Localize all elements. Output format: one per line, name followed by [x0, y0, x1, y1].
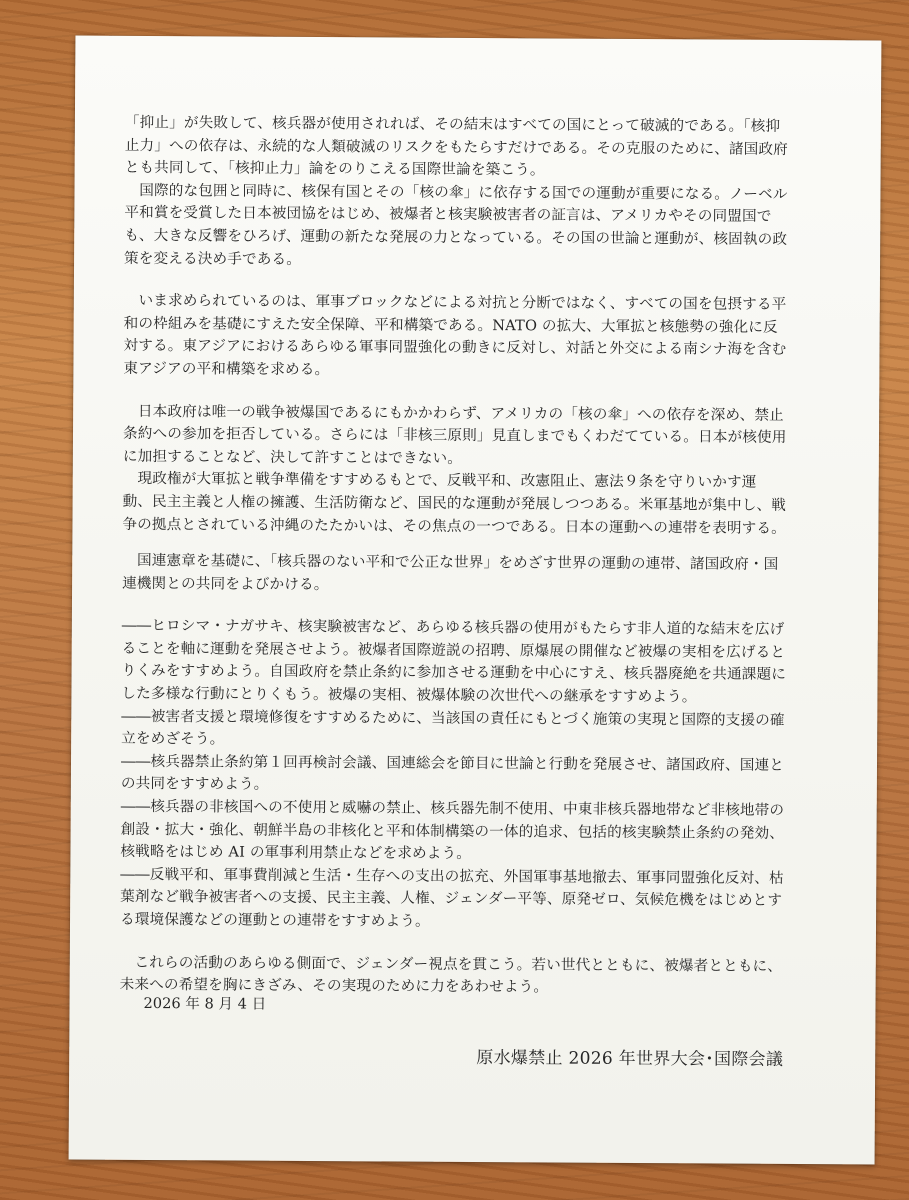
- text-line: とも共同して、「核抑止力」論をのりこえる国際世論を築こう。: [124, 159, 545, 179]
- text-line: した多様な行動にとりくもう。被爆の実相、被爆体験の次世代への継承をすすめよう。: [121, 684, 697, 706]
- paragraph-un-charter: [122, 550, 822, 599]
- text-line: 動、民主主義と人権の擁護、生活防衛など、国民的な運動が発展しつつある。米軍基地が集中し、戦: [122, 492, 787, 514]
- text-line: いま求められているのは、軍事ブロックなどによる対抗と分断ではなく、すべての国を包摂する平: [123, 292, 787, 314]
- text-line: ることを軸に運動を発展させよう。被爆者国際遊説の招聘、原爆展の開催など被爆の実相を広げると: [121, 639, 786, 661]
- text-line: 東アジアの平和構築を求める。: [123, 359, 330, 379]
- text-line: 止力」への依存は、永続的な人類破滅のリスクをもたらすだけである。その克服のために、諸国政府: [124, 136, 789, 158]
- document-page: [69, 36, 882, 1165]
- text-line: ――ヒロシマ・ナガサキ、核実験被害など、あらゆる核兵器の使用がもたらす非人道的な結末を広げ: [121, 617, 785, 639]
- text-line: 和の枠組みを基礎にすえた安全保障、平和構築である。NATO の拡大、大軍拡と核態勢の強化に反: [123, 314, 778, 336]
- text-line: も、大きな反響をひろげ、運動の新たな発展の力となっている。その国の世論と運動が、核固執の政: [124, 226, 788, 248]
- document-date: 2026 年 8 月 4 日: [143, 994, 267, 1013]
- text-line: 連機関との共同をよびかける。: [122, 574, 329, 593]
- paragraph-deterrence: [125, 112, 825, 184]
- text-line: りくみをすすめよう。自国政府を禁止条約に参加させる運動を中心にすえ、核兵器廃絶を共通課題に: [121, 662, 787, 684]
- text-line: 争の拠点とされている沖縄のたたかいは、その焦点の一つである。日本の運動への連帯を表明する。: [122, 515, 786, 537]
- text-line: 未来への希望を胸にきざみ、その実現のために力をあわせよう。: [119, 976, 549, 996]
- document-signature: 原水爆禁止 2026 年世界大会･国際会議: [476, 1048, 784, 1070]
- text-line: ――核兵器の非核国への不使用と威嚇の禁止、核兵器先制不使用、中東非核兵器地帯など非核地帯の: [120, 797, 785, 819]
- text-line: 創設・拡大・強化、朝鮮半島の非核化と平和体制構築の一体的追求、包括的核実験禁止条約の発効、: [120, 820, 785, 842]
- text-line: ――被害者支援と環境修復をすすめるために、当該国の責任にもとづく施策の実現と国際的支援の確: [121, 707, 785, 729]
- text-line: 現政権が大軍拡と戦争準備をすすめるもとで、反戦平和、改憲阻止、憲法９条を守りいかす運: [122, 470, 757, 492]
- text-line: 立をめざそう。: [121, 730, 225, 748]
- text-line: 平和賞を受賞した日本被団協をはじめ、被爆者と核実験被害者の証言は、アメリカやその同盟国で: [124, 204, 772, 226]
- text-line: 対する。東アジアにおけるあらゆる軍事同盟強化の動きに反対し、対話と外交による南シナ海を含む: [123, 337, 787, 359]
- text-line: 条約への参加を拒否している。さらには「非核三原則」見直しまでもくわだてている。日本が核使用: [122, 424, 787, 447]
- document-body: [120, 112, 825, 1001]
- text-line: 策を変える決め手である。: [124, 249, 302, 268]
- text-line: 葉剤など戦争被害者への支援、民主主義、人権、ジェンダー平等、原発ゼロ、気候危機をはじめとす: [120, 888, 783, 910]
- text-line: 国際的な包囲と同時に、核保有国とその「核の傘」に依存する国での運動が重要になる。ノーベル: [124, 181, 788, 203]
- paragraph-domestic-movement: [122, 468, 822, 540]
- text-line: 核戦略をはじめ AI の軍事利用禁止などを求めよう。: [120, 843, 472, 863]
- paragraph-japan-government: [123, 400, 823, 472]
- text-line: る環境保護などの運動との連帯をすすめよう。: [119, 910, 430, 930]
- text-line: ――核兵器禁止条約第１回再検討会議、国連総会を節目に世論と行動を発展させ、諸国政府、国連と: [120, 752, 785, 774]
- text-line: 「抑止」が失敗して、核兵器が使用されれば、その結末はすべての国にとって破滅的である。「核抑: [124, 113, 781, 135]
- text-line: の共同をすすめよう。: [120, 775, 269, 794]
- text-line: これらの活動のあらゆる側面で、ジェンダー視点を貫こう。若い世代とともに、被爆者とともに、: [119, 953, 783, 975]
- paragraph-peace-framework: [123, 290, 824, 385]
- text-line: に加担することなど、決して許すことはできない。: [122, 447, 463, 467]
- text-line: ――反戦平和、軍事費削減と生活・生存への支出の拡充、外国軍事基地撤去、軍事同盟強化反対、枯: [120, 865, 784, 887]
- paragraph-nuclear-umbrella: [124, 180, 825, 275]
- text-line: 日本政府は唯一の戦争被爆国であるにもかかわらず、アメリカの「核の傘」への依存を深め、禁止: [123, 402, 784, 424]
- text-line: 国連憲章を基礎に、「核兵器のない平和で公正な世界」をめざす世界の運動の連帯、諸国政府・国: [122, 551, 779, 573]
- paragraph-action-list: [120, 615, 822, 936]
